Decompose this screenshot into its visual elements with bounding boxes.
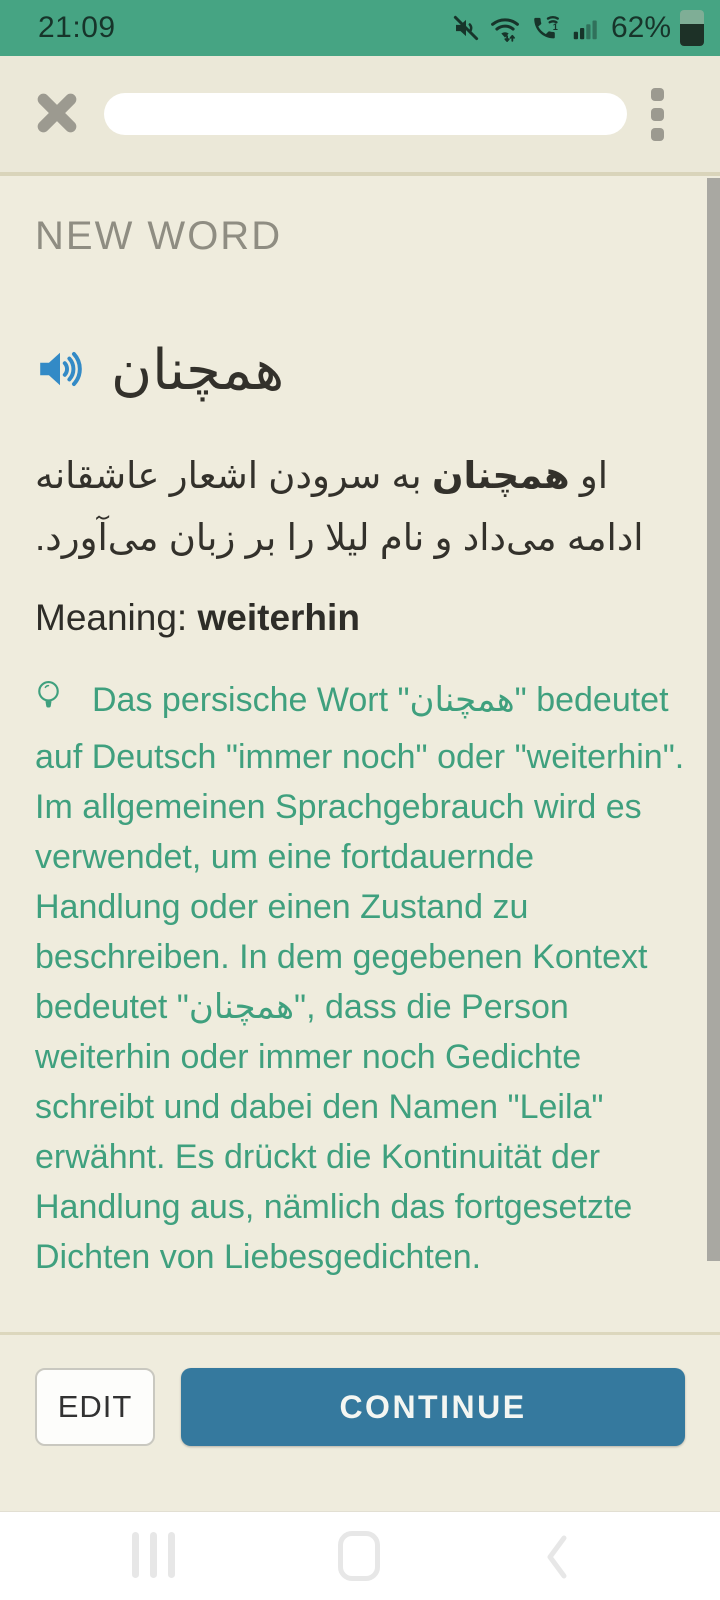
meaning-label: Meaning: [35, 597, 198, 638]
word-card [0, 176, 720, 1511]
page-title: NEW WORD [35, 214, 283, 258]
browser-header [0, 56, 720, 172]
mute-icon [451, 13, 481, 43]
example-sentence: او همچنان به سرودن اشعار عاشقانه ادامه می‌داد و نام لیلا را بر زبان می‌آورد. [35, 455, 644, 558]
edit-button[interactable]: EDIT [35, 1368, 155, 1446]
url-bar[interactable] [104, 93, 627, 135]
signal-icon [570, 13, 600, 43]
meaning-value: weiterhin [197, 597, 360, 638]
speaker-icon [35, 344, 85, 397]
android-navigation-bar [0, 1511, 720, 1600]
status-icons [451, 10, 704, 46]
pronounce-button[interactable] [35, 344, 85, 397]
scrollbar[interactable] [707, 178, 720, 1261]
battery-icon [680, 10, 704, 46]
back-button[interactable] [540, 1532, 574, 1585]
footer-divider [0, 1332, 720, 1335]
continue-button[interactable]: CONTINUE [181, 1368, 685, 1446]
back-icon [540, 1570, 574, 1585]
meaning-line [35, 597, 685, 639]
status-bar [0, 0, 720, 56]
recents-button[interactable] [132, 1532, 175, 1578]
recents-icon [132, 1532, 175, 1578]
explanation-text: Das persische Wort "همچنان" bedeutet auf Deutsch "immer noch" oder "weiterhin". Im allgemeinen Sprachgebrauch wird es verwendet, um eine fortdauernde Handlung oder einen Zustand zu beschreiben. In dem gegebenen Kontext bedeutet "همچنان", dass die Person weiterhin oder immer noch Gedichte schreibt und dabei den Namen "Leila" erwähnt. Es drückt die Kontinuität der Handlung aus, nämlich das fortgesetzte Dichten von Liebesgedichten. [35, 681, 685, 1276]
action-buttons [35, 1368, 685, 1446]
wifi-calling-icon [529, 12, 563, 44]
headword-in-sentence: همچنان [431, 455, 570, 496]
kebab-menu-icon [651, 88, 664, 141]
battery-percent: 62% [610, 11, 671, 44]
clock: 21:09 [38, 11, 116, 44]
close-button[interactable] [34, 91, 80, 137]
svg-text:1: 1 [552, 21, 558, 32]
headword: همچنان [111, 338, 285, 401]
lightbulb-icon [35, 688, 62, 726]
wifi-icon [488, 12, 522, 44]
overflow-menu-button[interactable] [651, 88, 664, 141]
close-icon [34, 90, 80, 139]
word-row [35, 337, 685, 403]
explanation-paragraph [35, 675, 685, 1282]
home-button[interactable] [338, 1531, 380, 1581]
